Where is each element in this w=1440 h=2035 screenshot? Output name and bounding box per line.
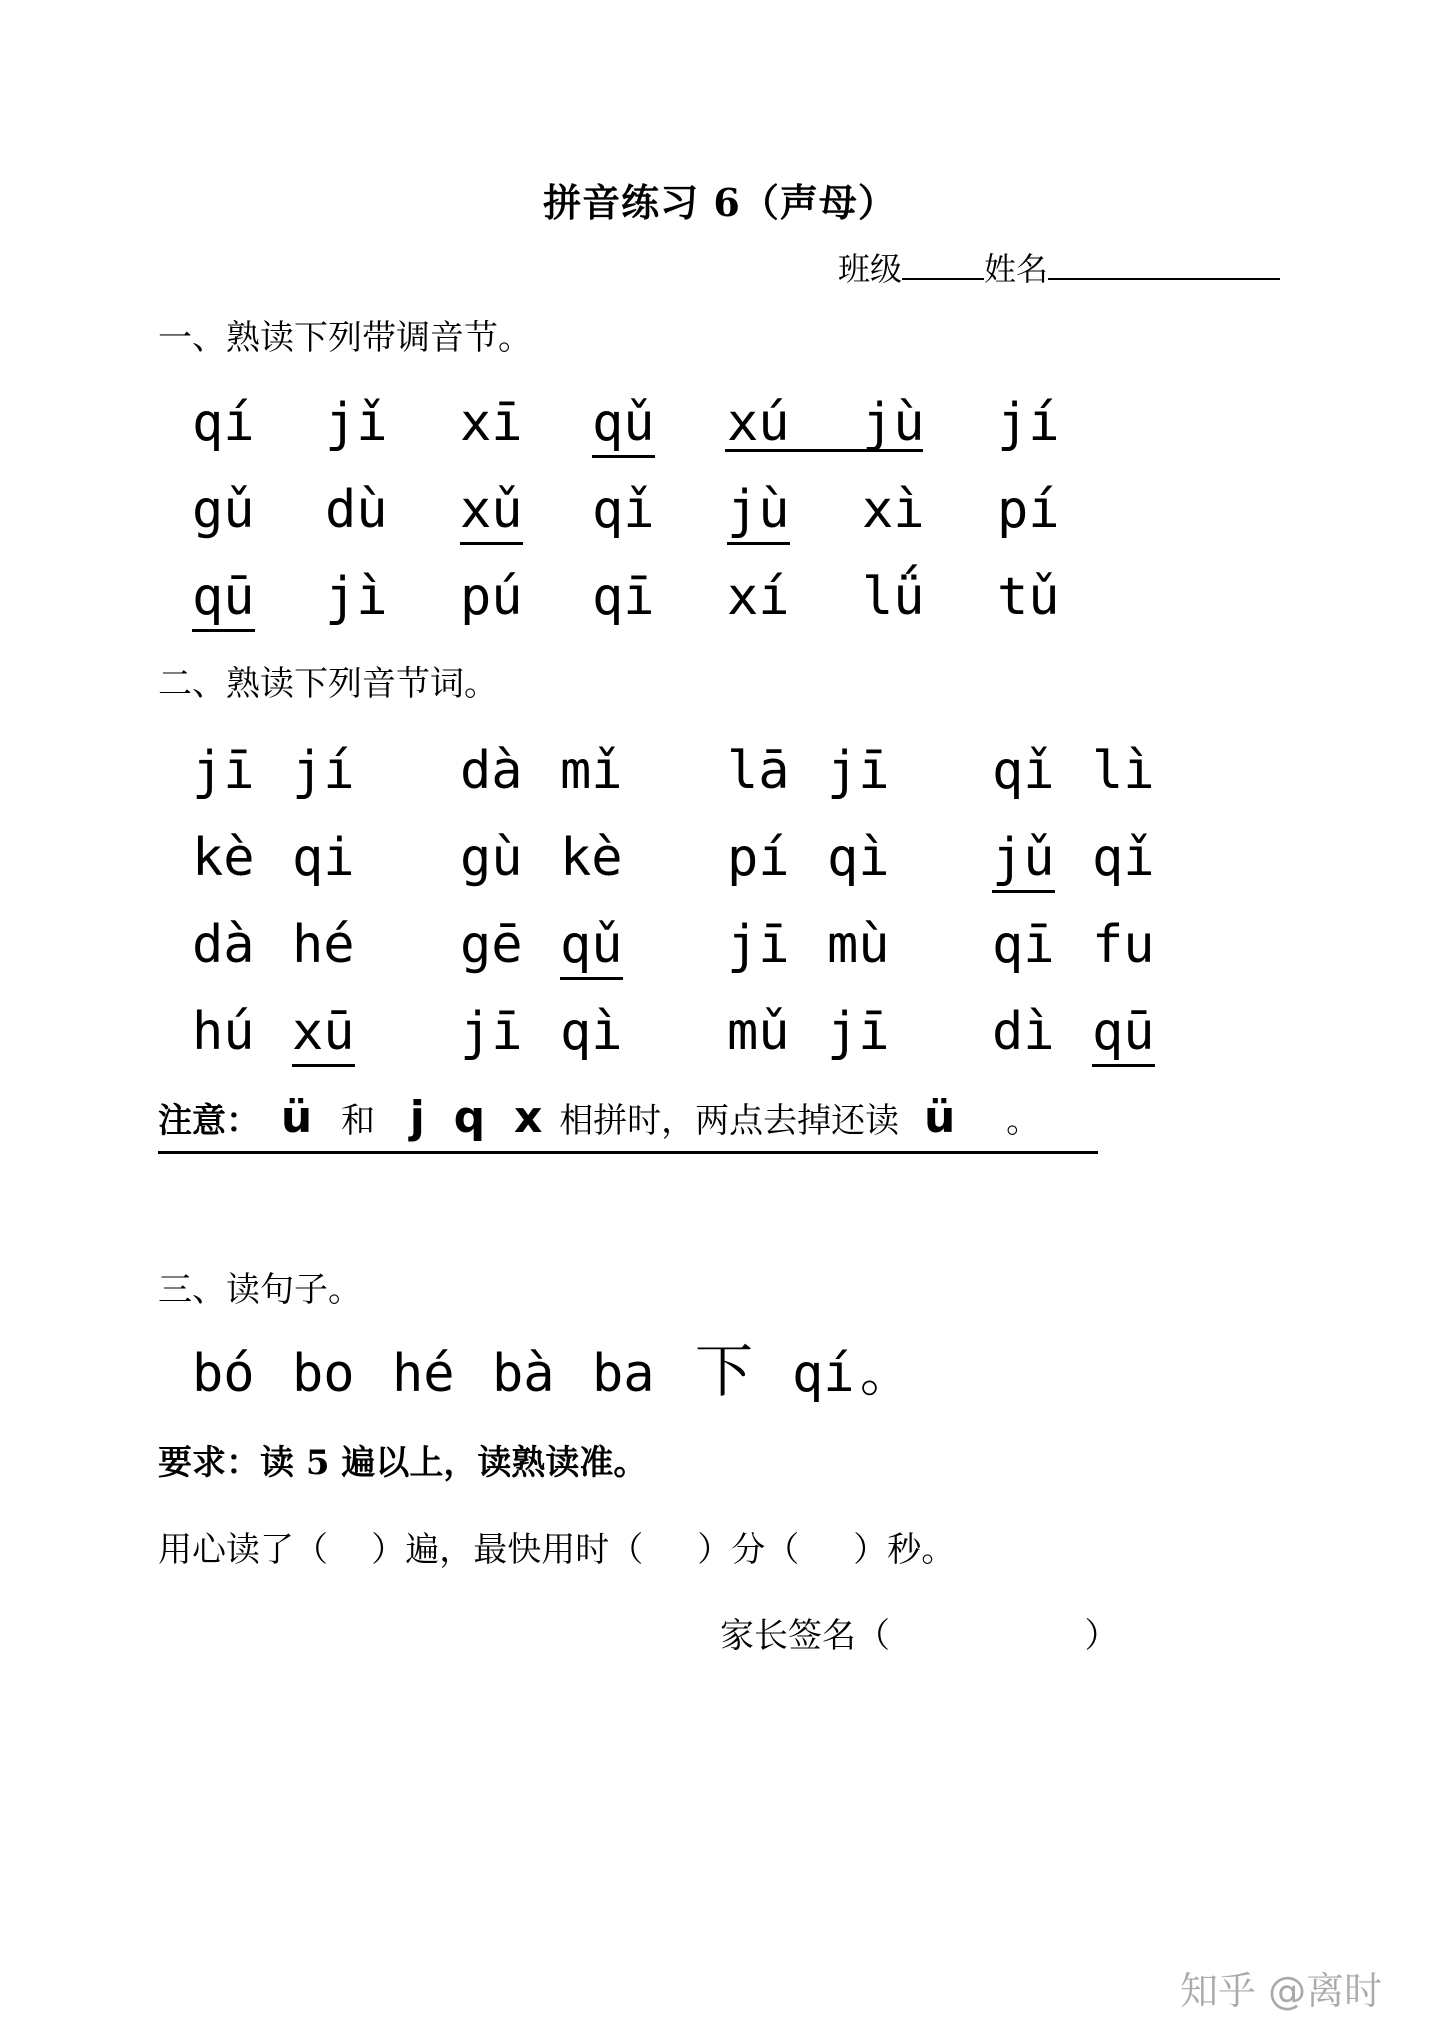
syllable-underlined: jù bbox=[727, 484, 790, 545]
syllable: pí bbox=[727, 828, 790, 888]
section3-heading: 三、读句子。 bbox=[158, 1270, 362, 1310]
syllable: tǔ bbox=[997, 567, 1060, 627]
syllable: fu bbox=[1092, 915, 1155, 975]
syllable: mǔ bbox=[727, 1002, 790, 1062]
syllable: lì bbox=[1092, 741, 1155, 801]
syllable-underlined: jǔ bbox=[992, 832, 1055, 893]
page-title: 拼音练习 6（声母） bbox=[543, 180, 897, 225]
class-name-line bbox=[838, 244, 1280, 290]
syllable: xī bbox=[460, 393, 523, 453]
syllable-underlined: xū bbox=[292, 1006, 355, 1067]
syllable: dì bbox=[992, 1002, 1055, 1062]
syllable: lǘ bbox=[862, 567, 925, 627]
name-label: 姓名 bbox=[984, 250, 1049, 288]
syllable: pú bbox=[460, 567, 523, 627]
syllable: qí bbox=[192, 393, 255, 453]
watermark: 知乎 @离时 bbox=[1180, 1969, 1383, 2013]
syllable: jí bbox=[997, 393, 1060, 453]
sentence-word: ba bbox=[592, 1344, 655, 1404]
syllable: mù bbox=[827, 915, 890, 975]
syllable: xì bbox=[862, 480, 925, 540]
syllable: kè bbox=[560, 828, 623, 888]
sentence-word: bà bbox=[492, 1344, 555, 1404]
syllable: gù bbox=[460, 828, 523, 888]
note-label: 注意： bbox=[158, 1101, 260, 1141]
syllable: qī bbox=[992, 915, 1055, 975]
syllable: jī bbox=[827, 741, 890, 801]
note-j: j bbox=[409, 1092, 425, 1143]
syllable: qǐ bbox=[592, 480, 655, 540]
syllable: jī bbox=[192, 741, 255, 801]
syllable: mǐ bbox=[560, 741, 623, 801]
syllable: jì bbox=[325, 567, 388, 627]
syllable: xí bbox=[727, 567, 790, 627]
sentence-word: bo bbox=[292, 1344, 355, 1404]
syllable: qi bbox=[292, 828, 355, 888]
note-text: 相拼时，两点去掉还读 bbox=[559, 1101, 900, 1141]
syllable: gē bbox=[460, 915, 523, 975]
syllable: lā bbox=[727, 741, 790, 801]
note-line bbox=[158, 1092, 1098, 1154]
note-x: x bbox=[513, 1092, 543, 1143]
syllable: qì bbox=[560, 1002, 623, 1062]
sentence-word: qí bbox=[792, 1344, 855, 1404]
parent-signature: 家长签名（ ） bbox=[720, 1616, 1119, 1656]
sentence-word: hé bbox=[392, 1344, 455, 1404]
syllable-underlined: qǔ bbox=[560, 919, 623, 980]
note-end: 。 bbox=[1006, 1101, 1041, 1141]
class-label: 班级 bbox=[838, 250, 903, 288]
section1-heading: 一、熟读下列带调音节。 bbox=[158, 318, 532, 358]
syllable: hé bbox=[292, 915, 355, 975]
syllable: pí bbox=[997, 480, 1060, 540]
name-blank[interactable] bbox=[1048, 277, 1280, 280]
syllable-underlined: xǔ bbox=[460, 484, 523, 545]
sentence-word: bó bbox=[192, 1344, 255, 1404]
syllable: dà bbox=[192, 915, 255, 975]
note-and: 和 bbox=[340, 1101, 375, 1141]
syllable: jī bbox=[827, 1002, 890, 1062]
syllable: qì bbox=[827, 828, 890, 888]
syllable: qǐ bbox=[992, 741, 1055, 801]
syllable: dù bbox=[325, 480, 388, 540]
note-u-umlaut: ü bbox=[280, 1092, 313, 1143]
class-blank[interactable] bbox=[902, 277, 984, 280]
note-u-umlaut-2: ü bbox=[924, 1092, 956, 1143]
syllable-underlined: qǔ bbox=[592, 397, 655, 458]
syllable-underlined: qū bbox=[192, 571, 255, 632]
syllable: qǐ bbox=[1092, 828, 1155, 888]
syllable: jī bbox=[727, 915, 790, 975]
syllable: xú bbox=[727, 393, 790, 453]
syllable-underlined: qū bbox=[1092, 1006, 1155, 1067]
syllable: jī bbox=[460, 1002, 523, 1062]
syllable: jí bbox=[292, 741, 355, 801]
sentence-char: 下 bbox=[695, 1337, 754, 1405]
note-q: q bbox=[453, 1092, 486, 1143]
syllable: qī bbox=[592, 567, 655, 627]
syllable: hú bbox=[192, 1002, 255, 1062]
syllable: kè bbox=[192, 828, 255, 888]
sentence-period: 。 bbox=[860, 1344, 913, 1404]
reading-log: 用心读了（ ）遍，最快用时（ ）分（ ）秒。 bbox=[158, 1530, 956, 1570]
syllable: jù bbox=[862, 393, 925, 453]
syllable: jǐ bbox=[325, 393, 388, 453]
section2-heading: 二、熟读下列音节词。 bbox=[158, 664, 498, 704]
requirement-text: 要求：读 5 遍以上，读熟读准。 bbox=[158, 1443, 648, 1483]
syllable: dà bbox=[460, 741, 523, 801]
syllable: gǔ bbox=[192, 480, 255, 540]
